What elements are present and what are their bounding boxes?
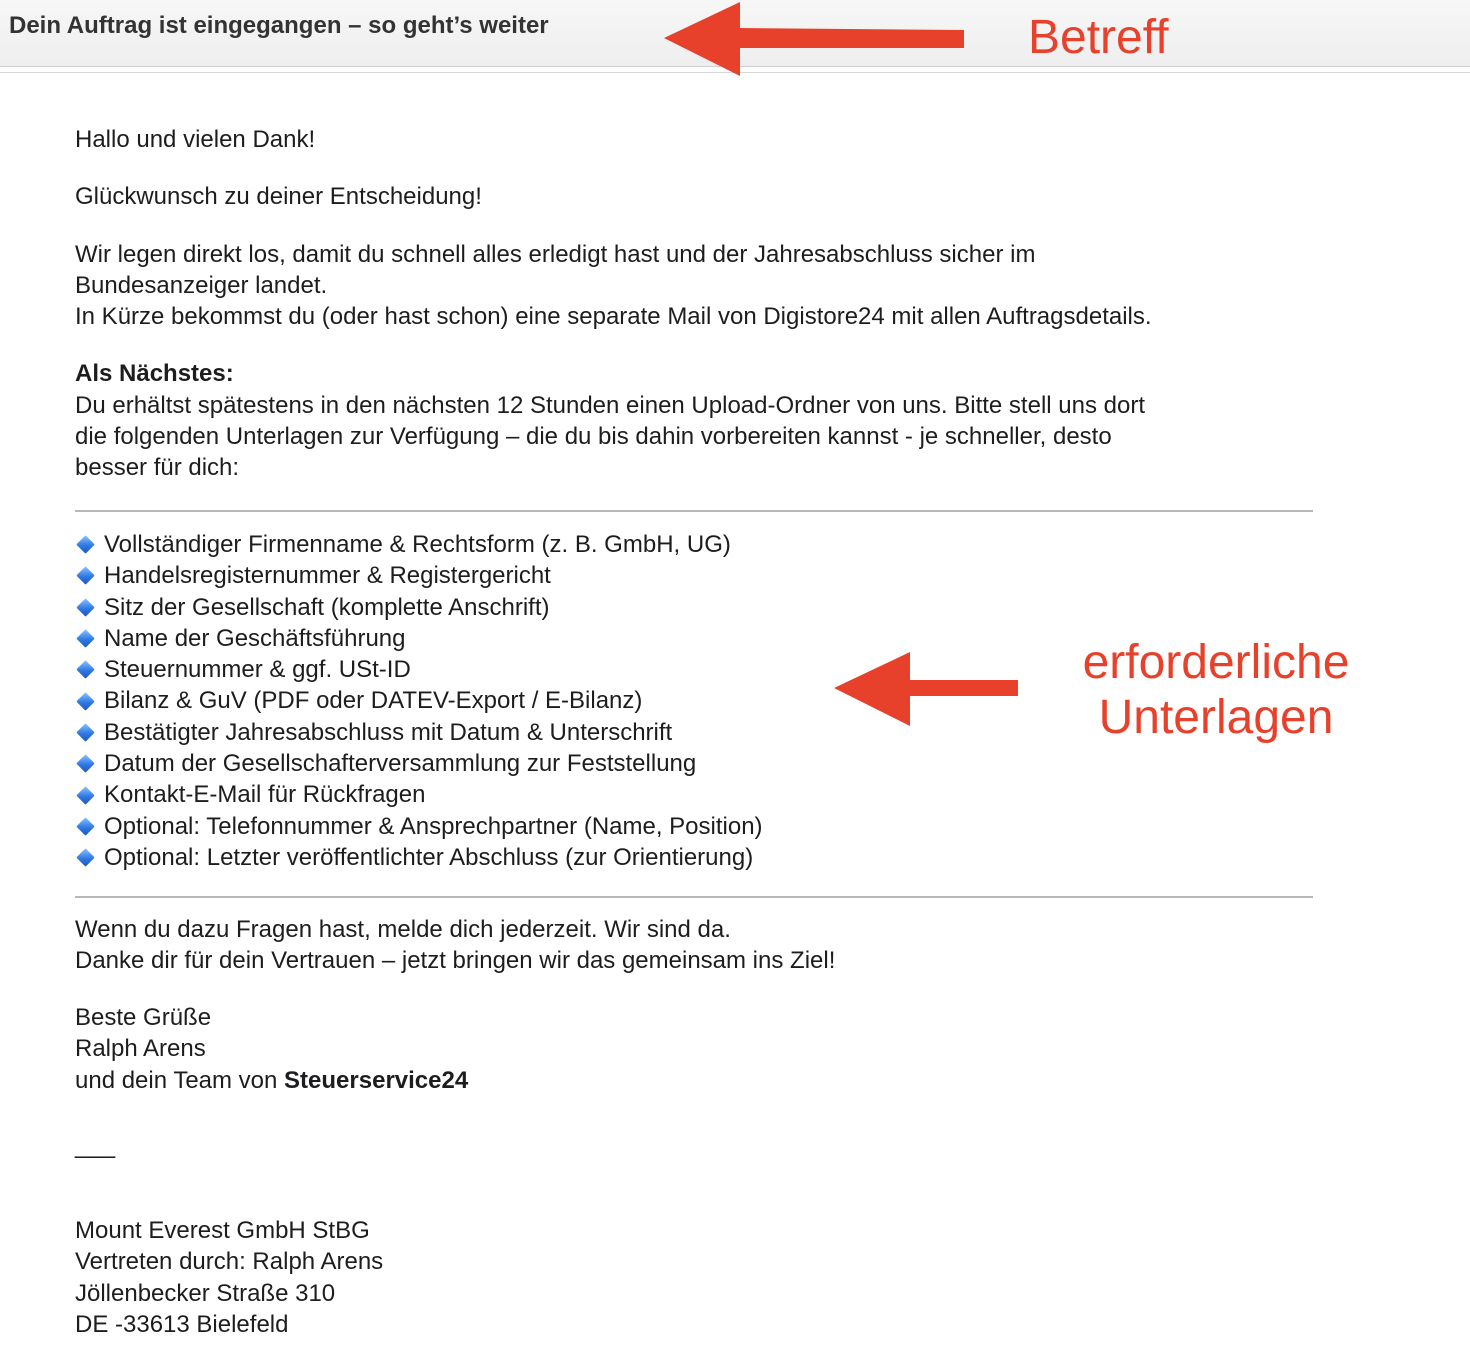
list-item-text: Bilanz & GuV (PDF oder DATEV-Export / E-Bilanz) bbox=[104, 687, 643, 715]
blue-diamond-icon bbox=[76, 755, 94, 773]
list-item bbox=[75, 842, 763, 873]
list-item-text: Bestätigter Jahresabschluss mit Datum & Unterschrift bbox=[104, 718, 673, 746]
next-steps-heading: Als Nächstes: bbox=[75, 360, 234, 388]
documents-arrow-icon bbox=[832, 650, 1022, 728]
team-line bbox=[75, 1065, 468, 1096]
greeting bbox=[75, 124, 1335, 155]
team-prefix: und dein Team von bbox=[75, 1066, 285, 1094]
list-item bbox=[75, 717, 763, 748]
list-item bbox=[75, 685, 763, 716]
list-item-text: Datum der Gesellschafterversammlung zur Feststellung bbox=[104, 750, 697, 778]
next-steps-line: Du erhältst spätestens in den nächsten 12 Stunden einen Upload-Ordner von uns. Bitte stell uns dort bbox=[75, 391, 1145, 419]
annotation-betreff: Betreff bbox=[1028, 11, 1169, 64]
blue-diamond-icon bbox=[76, 629, 94, 647]
signature bbox=[75, 1002, 468, 1096]
closing-paragraph bbox=[75, 914, 835, 977]
list-item-text: Vollständiger Firmenname & Rechtsform (z. B. GmbH, UG) bbox=[104, 531, 731, 558]
footer-line: Vertreten durch: Ralph Arens bbox=[75, 1248, 384, 1276]
list-item bbox=[75, 779, 763, 810]
footer-line: Mount Everest GmbH StBG bbox=[75, 1217, 370, 1244]
congrats-text: Glückwunsch zu deiner Entscheidung! bbox=[75, 183, 482, 211]
list-item bbox=[75, 529, 763, 560]
footer-line: Jöllenbecker Straße 310 bbox=[75, 1279, 336, 1307]
next-steps-paragraph bbox=[75, 358, 1335, 483]
signoff: Beste Grüße bbox=[75, 1004, 212, 1031]
intro-line: Wir legen direkt los, damit du schnell alles erledigt hast und der Jahresabschluss sicher im bbox=[75, 240, 1036, 268]
list-item-text: Kontakt-E-Mail für Rückfragen bbox=[104, 781, 426, 809]
annotation-line-2: Unterlagen bbox=[1098, 691, 1334, 744]
closing-line: Wenn du dazu Fragen hast, melde dich jederzeit. Wir sind da. bbox=[75, 916, 731, 943]
blue-diamond-icon bbox=[76, 723, 94, 741]
blue-diamond-icon bbox=[76, 786, 94, 804]
blue-diamond-icon bbox=[76, 661, 94, 679]
company-footer bbox=[75, 1215, 383, 1340]
list-item-text: Optional: Letzter veröffentlichter Abschluss (zur Orientierung) bbox=[104, 843, 754, 871]
blue-diamond-icon bbox=[76, 535, 94, 553]
list-item bbox=[75, 560, 763, 591]
list-item bbox=[75, 811, 763, 842]
signature-separator: ___ bbox=[75, 1132, 116, 1159]
next-steps-line: die folgenden Unterlagen zur Verfügung – die du bis dahin vorbereiten kannst - je schneller, desto bbox=[75, 423, 1112, 451]
list-item-text: Steuernummer & ggf. USt-ID bbox=[104, 656, 411, 684]
email-subject[interactable]: Dein Auftrag ist eingegangen – so geht’s weiter bbox=[9, 12, 549, 39]
email-body bbox=[75, 124, 1335, 510]
annotation-line-1: erforderliche bbox=[1082, 636, 1350, 689]
blue-diamond-icon bbox=[76, 692, 94, 710]
intro-line: In Kürze bekommst du (oder hast schon) eine separate Mail von Digistore24 mit allen Auftragsdetails. bbox=[75, 303, 1152, 331]
list-item-text: Optional: Telefonnummer & Ansprechpartner (Name, Position) bbox=[104, 812, 763, 840]
next-steps-line: besser für dich: bbox=[75, 454, 240, 482]
intro-paragraph bbox=[75, 239, 1335, 333]
footer-line: DE -33613 Bielefeld bbox=[75, 1310, 289, 1338]
closing-line: Danke dir für dein Vertrauen – jetzt bringen wir das gemeinsam ins Ziel! bbox=[75, 947, 836, 975]
divider-bottom bbox=[75, 896, 1313, 898]
blue-diamond-icon bbox=[76, 598, 94, 616]
list-item-text: Name der Geschäftsführung bbox=[104, 624, 406, 652]
list-item bbox=[75, 748, 763, 779]
annotation-unterlagen bbox=[1060, 635, 1372, 745]
list-item-text: Handelsregisternummer & Registergericht bbox=[104, 562, 551, 590]
list-item bbox=[75, 592, 763, 623]
subject-arrow-icon bbox=[662, 0, 972, 80]
list-item-text: Sitz der Gesellschaft (komplette Anschrift) bbox=[104, 593, 550, 621]
blue-diamond-icon bbox=[76, 848, 94, 866]
sender-name: Ralph Arens bbox=[75, 1035, 206, 1063]
list-item bbox=[75, 623, 763, 654]
document-checklist bbox=[75, 529, 763, 873]
blue-diamond-icon bbox=[76, 567, 94, 585]
congrats bbox=[75, 181, 1335, 212]
list-item bbox=[75, 654, 763, 685]
greeting-text: Hallo und vielen Dank! bbox=[75, 126, 316, 153]
blue-diamond-icon bbox=[76, 817, 94, 835]
intro-line: Bundesanzeiger landet. bbox=[75, 271, 328, 299]
team-name: Steuerservice24 bbox=[284, 1066, 469, 1094]
divider-top bbox=[75, 510, 1313, 512]
